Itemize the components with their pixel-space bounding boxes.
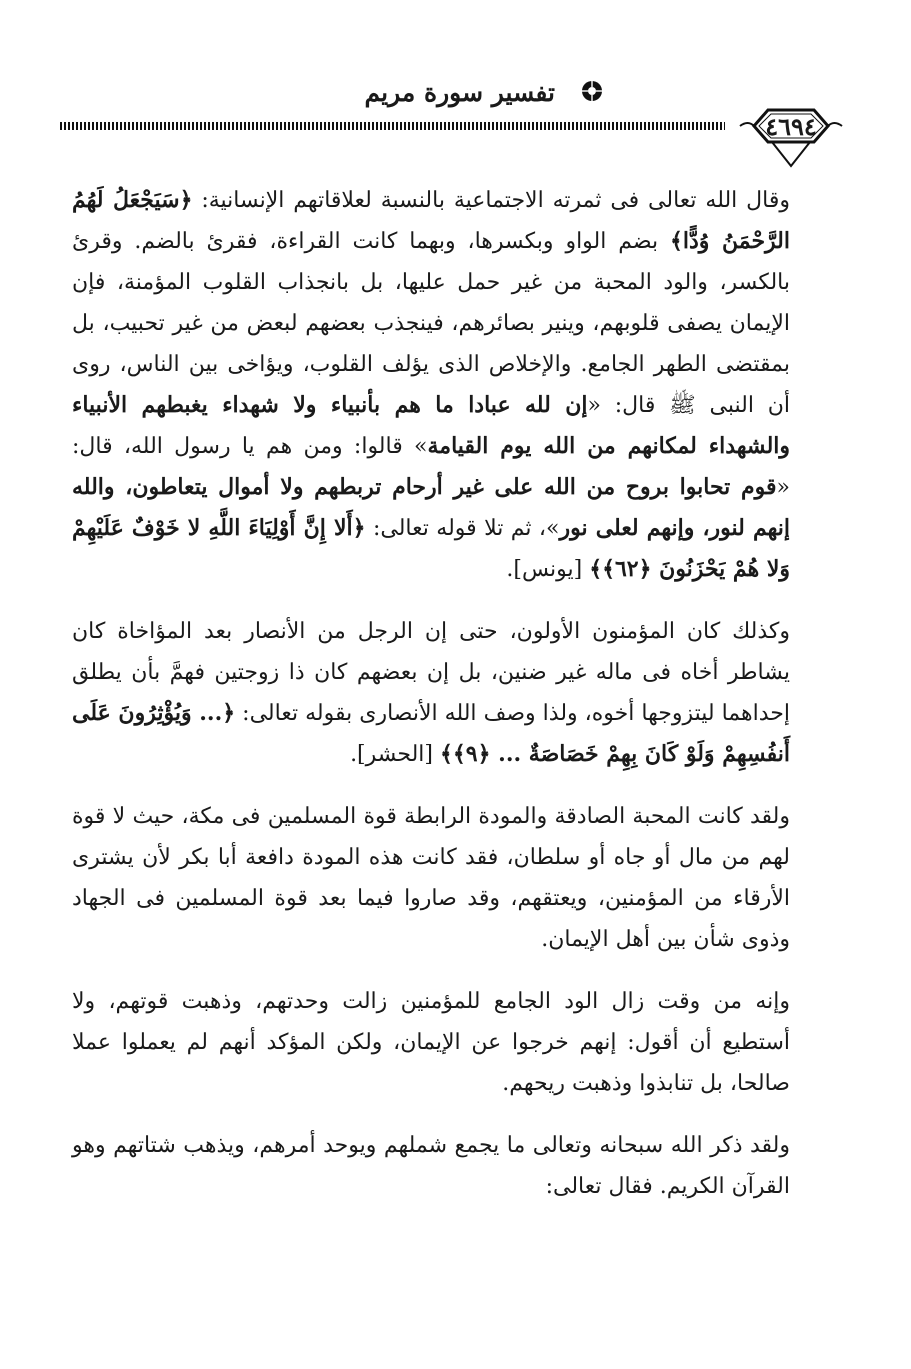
body-text xyxy=(72,180,830,1228)
text-run: [الحشر]. xyxy=(350,742,440,767)
text-run: »، ثم تلا قوله تعالى: xyxy=(365,516,560,541)
text-run: ولقد ذكر الله سبحانه وتعالى ما يجمع شملهم ويوحد أمرهم، ويذهب شتاتهم وهو القرآن الكريم. فقال تعالى: xyxy=(72,1133,790,1199)
paragraph xyxy=(72,180,830,590)
quran-verse: ﴿... وَيُؤْثِرُونَ عَلَى أَنفُسِهِمْ وَلَوْ كَانَ بِهِمْ خَصَاصَةٌ ... ﴿٩﴾﴾ xyxy=(72,700,790,767)
page-number: ٤٦٩٤ xyxy=(765,112,817,141)
text-run: وقال الله تعالى فى ثمرته الاجتماعية بالنسبة لعلاقاتهم الإنسانية: xyxy=(192,188,790,213)
text-run: ولقد كانت المحبة الصادقة والمودة الرابطة قوة المسلمين فى مكة، حيث لا قوة لهم من مال أو جاه أو سلطان، فقد كانت هذه المودة دافعة أبا بكر لأن يشترى الأرقاء من المؤمنين، ويعتقهم، وقد صاروا فيما بعد قوة المسلمين فى الجهاد وذوى شأن بين أهل الإيمان. xyxy=(72,804,790,952)
flower-ornament-icon xyxy=(579,78,605,104)
paragraph xyxy=(72,611,830,775)
page-header xyxy=(60,70,850,160)
paragraph xyxy=(72,796,830,960)
paragraph xyxy=(72,1125,830,1207)
hadith-text: قوم تحابوا بروح من الله على غير أرحام تربطهم ولا أموال يتعاطون، والله إنهم لنور، وإنهم لعلى نور xyxy=(72,474,790,541)
text-run: وكذلك كان المؤمنون الأولون، حتى إن الرجل من الأنصار بعد المؤاخاة كان يشاطر أخاه فى ماله غير ضنين، بل إن بعضهم كان ذا زوجتين فهمَّ بأن يطلق إحداهما ليتزوجها أخوه، ولذا وصف الله الأنصارى بقوله تعالى: xyxy=(72,619,791,726)
text-run: بضم الواو وبكسرها، وبهما كانت القراءة، فقرئ بالضم. وقرئ بالكسر، والود المحبة من غير حمل عليها، بل بانجذاب القلوب المؤمنة، فإن الإيمان يصفى قلوبهم، وينير بصائرهم، فينجذب بعضهم لبعض من غير تحبيب، بل بمقتضى الطهر الجامع. والإخلاص الذى يؤلف القلوب، ويؤاخى بين الناس، روى أن النبى ﷺ قال: « xyxy=(72,229,790,418)
text-run: [يونس]. xyxy=(506,557,590,582)
text-run: وإنه من وقت زال الود الجامع للمؤمنين زالت وحدتهم، وذهبت قوتهم، ولا أستطيع أن أقول: إنهم خرجوا عن الإيمان، ولكن المؤكد أنهم لم يعملوا عملا صالحا، بل تنابذوا وذهبت ريحهم. xyxy=(72,989,790,1096)
text-run: » قالوا: ومن هم يا رسول الله، قال: « xyxy=(72,434,790,500)
header-rule xyxy=(60,122,725,130)
quran-verse: ﴿سَيَجْعَلُ لَهُمُ الرَّحْمَنُ وُدًّا﴾ xyxy=(72,187,791,254)
paragraph xyxy=(72,981,830,1104)
running-title: تفسير سورة مريم xyxy=(364,78,555,107)
hadith-text: إن لله عبادا ما هم بأنبياء ولا شهداء يغبطهم الأنبياء والشهداء لمكانهم من الله يوم القيامة xyxy=(72,392,791,459)
quran-verse: ﴿أَلا إِنَّ أَوْلِيَاءَ اللَّهِ لا خَوْفٌ عَلَيْهِمْ وَلا هُمْ يَحْزَنُونَ ﴿٦٢﴾﴾ xyxy=(72,515,790,582)
